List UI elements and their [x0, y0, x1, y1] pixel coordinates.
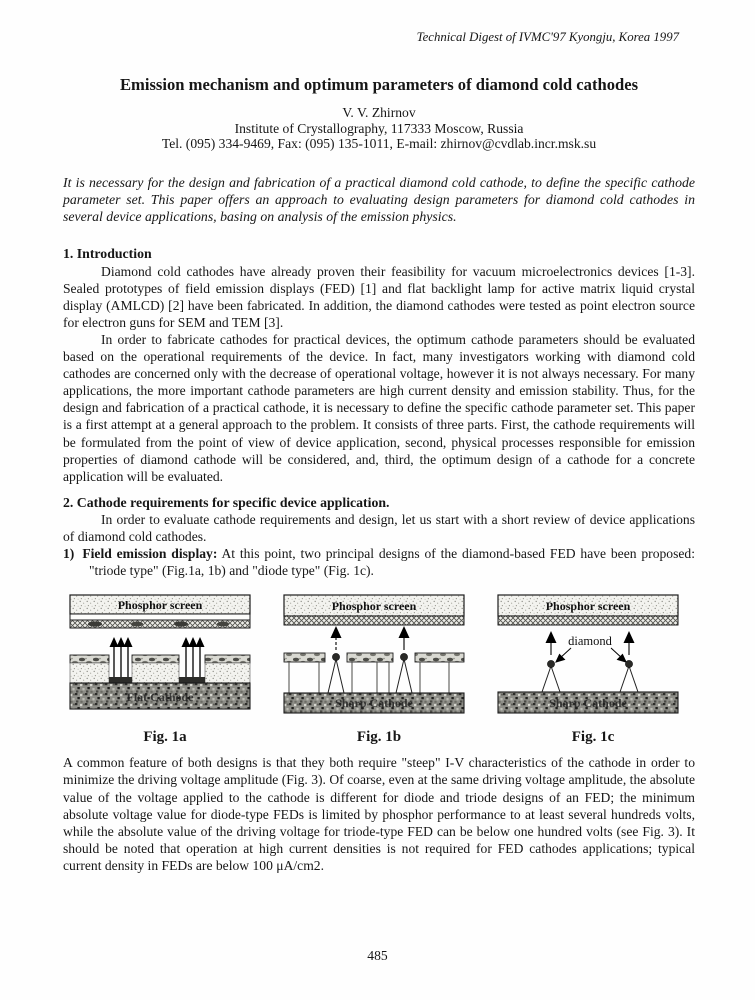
figure-1c-drawing — [493, 593, 693, 717]
paper-title: Emission mechanism and optimum parameters of diamond cold cathodes — [119, 75, 639, 94]
gate-electrode — [132, 655, 179, 663]
intro-paragraph-2: In order to fabricate cathodes for practical devices, the optimum cathode parameters should be evaluated based on the operational requirements of the device. In fact, many investigators working with diamond cold cathodes are concerned only with the decrease of operational voltage, however it is not always necessary. For many applications, the more important cathode parameters are high current density and emission stability. Thus, for the design and fabrication of a practical cathode, it is necessary to define the specific cathode parameter set. This paper is a first attempt at a general approach to the problem. It consists of three parts. First, the cathode requirements will be formulated from the point of view of device application, second, physical processes responsible for emission properties of diamond cathode will be considered, and, third, the optimum design of a cathode for a concrete application will be evaluated. — [63, 331, 695, 484]
fig1c-cathode-base — [498, 692, 678, 713]
figure-1c — [493, 593, 693, 746]
figure-1c-caption: Fig. 1c — [571, 729, 615, 746]
figure-1b-drawing — [279, 593, 479, 717]
gate-electrode — [70, 655, 109, 663]
author-name: V. V. Zhirnov — [342, 105, 416, 120]
phosphor-screen-label: Phosphor screen — [331, 599, 417, 614]
figure-1b — [279, 593, 479, 746]
intro-paragraph-1: Diamond cold cathodes have already proven their feasibility for vacuum microelectronics devices [1-3]. Sealed prototypes of field emission displays (FED) [1] and flat backlight lamp for active matrix liquid crystal display (AMLCD) [2] have been fabricated. In addition, the diamond cathodes were tested as point electron source for electron guns for SEM and TEM [3]. — [63, 263, 695, 330]
ito-layer — [284, 616, 464, 625]
gate-electrode — [284, 653, 325, 662]
gate-electrode — [347, 653, 393, 662]
fig1a-gate-layer — [70, 655, 250, 663]
list-item-text: At this point, two principal designs of the diamond-based FED have been proposed: "triode type" (Fig.1a, 1b) and "diode type" (Fig. 1c). — [89, 546, 695, 579]
sharp-cathode-label: Sharp Cathode — [549, 696, 627, 711]
page-number: 485 — [367, 948, 388, 963]
fig1a-anode-assembly — [70, 595, 250, 628]
figure-1b-caption: Fig. 1b — [356, 729, 402, 746]
abstract: It is necessary for the design and fabrication of a practical diamond cold cathode, to define the specific cathode parameter set. This paper offers an approach to evaluating design parameters for diamond cold cathodes in several device applications, basing on analysis of the emission physics. — [63, 174, 695, 225]
gate-electrode — [205, 655, 250, 663]
author-contact: Tel. (095) 334-9469, Fax: (095) 135-1011, E-mail: zhirnov@cvdlab.incr.msk.su — [161, 136, 597, 152]
cone-emitter — [542, 666, 560, 692]
diamond-dot — [547, 661, 554, 668]
fig1b-emission-arrows — [331, 626, 410, 650]
author-block — [63, 105, 695, 152]
fig1b-anode-assembly — [284, 595, 464, 625]
running-head: Technical Digest of IVMC'97 Kyongju, Korea 1997 — [416, 30, 679, 44]
figure-1a-drawing — [65, 593, 265, 717]
flat-cathode-label: Flat Cathode — [126, 690, 194, 705]
list-item-marker: 1) — [63, 546, 75, 562]
cone-emitter — [396, 659, 412, 693]
figure-1a — [65, 593, 265, 746]
fig1b-cathode-base — [284, 693, 464, 713]
fig1b-gate-layer — [284, 653, 464, 662]
sharp-cathode-label: Sharp Cathode — [335, 696, 413, 711]
diamond-annotation-label: diamond — [568, 634, 612, 649]
section-spacer — [63, 485, 695, 494]
diamond-dot — [332, 654, 339, 661]
figure-row — [65, 593, 693, 746]
author-affiliation: Institute of Crystallography, 117333 Moscow, Russia — [234, 120, 524, 136]
gate-electrode — [415, 653, 464, 662]
section-heading-requirements: 2. Cathode requirements for specific device application. — [63, 494, 390, 510]
diamond-film-pad — [179, 677, 205, 683]
fig1b-spacer-posts — [289, 662, 449, 693]
phosphor-screen-label: Phosphor screen — [545, 599, 631, 614]
requirements-paragraph-1: In order to evaluate cathode requirements and design, let us start with a short review of device applications of diamond cold cathodes. — [63, 512, 695, 545]
diamond-dot — [400, 654, 407, 661]
cone-emitter — [328, 659, 344, 693]
list-item-label: Field emission display: — [82, 546, 218, 562]
fig1c-anode-assembly — [498, 595, 678, 625]
phosphor-screen-label: Phosphor screen — [117, 598, 203, 613]
fig1c-tip-emitters — [542, 661, 638, 693]
section-heading-introduction: 1. Introduction — [63, 246, 152, 262]
requirements-paragraph-after-figures: A common feature of both designs is that they both require "steep" I-V characteristics of the cathode in order to minimize the driving voltage amplitude (Fig. 3). Of coarse, even at the same driving voltage amplitude, the absolute value of the voltage applied to the cathode is different for diode and triode designs of an FED; the minimum absolute voltage value for diode-type FEDs is limited by phosphor performance to at least several hundreds volts, while the absolute value of the driving voltage for triode-type FED can be below one hundred volts (see Fig. 3). It should be noted that operation at high current densities is not required for FED cathodes applications; typical current density in FEDs are below 100 μA/cm2. — [63, 755, 695, 873]
fig1a-dielectric-layer — [70, 663, 250, 683]
cone-emitter — [620, 666, 638, 692]
list-item-fed — [63, 545, 695, 579]
figure-1a-caption: Fig. 1a — [143, 729, 187, 746]
fig1c-annotation-arrows — [556, 648, 626, 662]
diamond-film-pad — [109, 677, 132, 683]
fig1a-cathode-base — [70, 683, 250, 709]
glass-strip — [70, 614, 250, 620]
ito-layer — [498, 616, 678, 625]
diamond-dot — [625, 661, 632, 668]
